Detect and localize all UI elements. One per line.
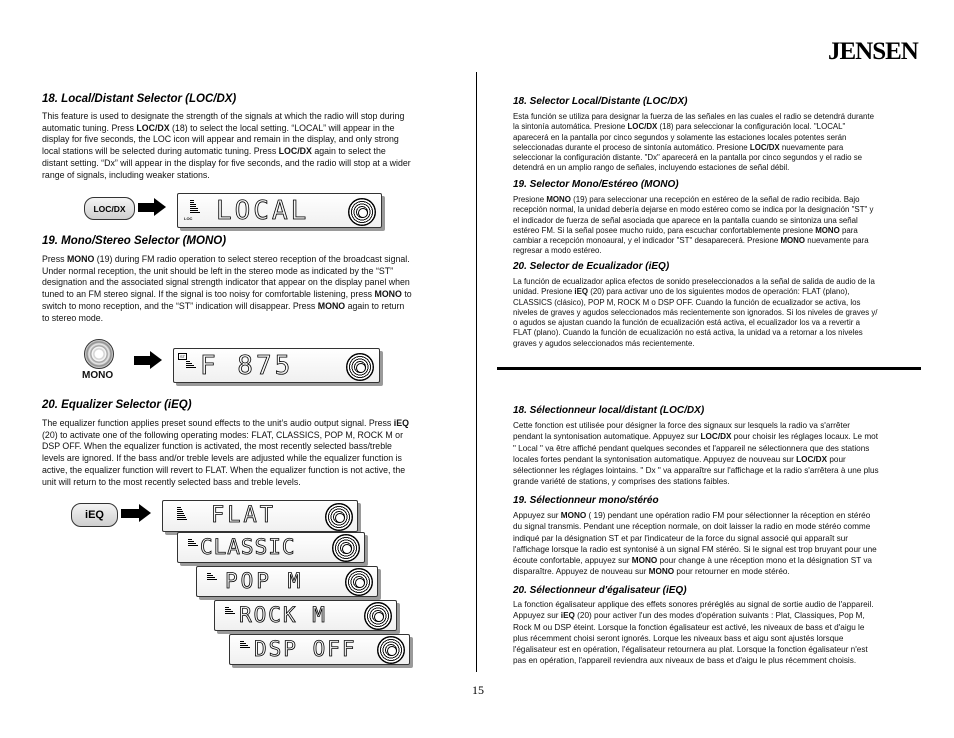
en-s18-paragraph: This feature is used to designate the strength of the signals at which the radio will stop during automatic tuning. Press LOC/DX (18) to select the local setting. “LOCAL” will appear in the display for five seconds, the LOC icon will appear and remain in the display, and only strong local stations will be selected during automatic tuning. Press LOC/DX again to select the distant setting. “Dx” will appear in the display for five seconds, and the radio will stop at a wider range of signals, including weaker stations.: [42, 111, 411, 180]
mono-knob-icon: [84, 339, 114, 369]
arrow-head-icon: [154, 198, 166, 216]
page-number: 15: [472, 683, 484, 697]
arrow-icon: [121, 509, 139, 518]
lcd-text: POP M: [225, 569, 304, 593]
fr-s18-paragraph: Cette fonction est utilisée pour désigner la force des signaux sur lesquels la radio va s'arrêter pendant la syntonisation automatique. Appuyez sur LOC/DX pour choisir les réglages locaux. Le mot " Local " va être affiché pendant quelques secondes et l'appareil ne sélectionnera que des stations locales fortes pendant la syntonisation automatique. Appuyez de nouveau sur LOC/DX pour sélectionner les réglages lointains. " Dx " va apparaître sur l'affichage et la radio s'arrêtera à une plus grande variété de stations, y comprises des stations faibles.: [513, 421, 879, 487]
lcd-text: DSP OFF: [254, 637, 357, 661]
ieq-button: iEQ: [71, 503, 118, 527]
lcd-eq-dspoff: [229, 634, 410, 665]
fr-s18-heading: 18. Sélectionneur local/distant (LOC/DX): [513, 405, 705, 416]
fr-s20-paragraph: La fonction égalisateur applique des effets sonores préréglés au signal de sortie audio de l'appareil. Appuyez sur iEQ (20) pour activer l'un des modes d'opération suivants : Plat, Classiques, Pop M, Rock M ou DSP éteint. Lorsque la fonction égalisateur est activé, les niveaux de bass et d'aigu le plus récemment choisi seront ignorés. Lorque les niveaux bass et aigu sont ajustés lorsque l'égalisateur est en opération, l'égalisateur retournera au plat. Lorsque la fonction égalisateur n'est pas en opération, l'appareil reviendra aux niveaux de bass et d'aigu le plus récemment choisis.: [513, 600, 874, 666]
fr-s19-paragraph: Appuyez sur MONO ( 19) pendant une opération radio FM pour sélectionner la réception en stéréo du signal transmis. Pendant une réception normale, on doit laisser la radio en mode stéréo comme indiqué par la désignation ST et par l'indicateur de la force du signal associé qui apparaît sur l'affichage lorsque la radio est syntonisé à un signal FM stéréo. Si le signal est trop bruyant pour une écoute confortable, appuyez sur MONO pour change à une réception mono et la désignation ST va disparaître. Appuyez de nouveau sur MONO pour retourner en mode stéréo.: [513, 511, 877, 577]
es-s20-paragraph: La función de ecualizador aplica efectos de sonido preseleccionados a la señal de salida de audio de la unidad. Presione iEQ (20) para activar uno de los siguientes modos de operación: FLAT (plano), CLASSICS (clásico), POP M, ROCK M o DSP OFF. Cuando la función de ecualizador se activa, los niveles de graves y agudos seleccionados más recientemente son ignorados. Si los niveles de graves y/ o agudos se ajustan cuando la función de ecualización está activa, el ecualizador los va a revertir a FLAT (plano). Cuando la función de ecualización no está activa, la unidad va a retornar a los niveles graves y agudos seleccionados más recientemente.: [513, 277, 878, 348]
lcd-text: CLASSIC: [200, 535, 296, 559]
lcd-eq-classics: [177, 532, 365, 563]
en-s19-heading: 19. Mono/Stereo Selector (MONO): [42, 235, 227, 247]
es-s19-paragraph: Presione MONO (19) para seleccionar una recepción en estéreo de la señal de radio recibida. Bajo recepción normal, la unidad debería dejarse en modo estéreo como se indica por la designación "ST" y el indicador de fuerza de señal asociada que aparece en la pantalla cuando se sintoniza una señal estéreo FM. Si la señal posee mucho ruido, para escuchar confortablemente presione MONO para cambiar a recepción monoaural, y el indicador "ST" desaparecerá. Presione MONO nuevamente para regresar a modo estéreo.: [513, 195, 874, 256]
disc-icon: [364, 602, 392, 630]
en-s20-heading: 20. Equalizer Selector (iEQ): [42, 399, 192, 411]
disc-icon: [377, 636, 405, 664]
es-s18-paragraph: Esta función se utiliza para designar la fuerza de las señales en las cuales el radio se detendrá durante la sintonía automática. Presione LOC/DX (18) para seleccionar la configuración local. "LOCAL" aparecerá en la pantalla por cinco segundos y solamente las estaciones locales potentes serán seleccionadas durante el proceso de sintonía automático. Presione LOC/DX nuevamente para seleccionar la configuración distante. "Dx" aparecerá en la pantalla por cinco segundos y el radio se detendrá en un amplio rango de señales, incluyendo estaciones de señal débil.: [513, 112, 875, 173]
arrow-icon: [134, 356, 150, 365]
section-divider: [497, 367, 921, 370]
fr-s20-heading: 20. Sélectionneur d'égalisateur (iEQ): [513, 585, 687, 596]
lcd-text: ROCK M: [239, 603, 327, 627]
disc-icon: [332, 534, 360, 562]
lcd-display-local: [177, 193, 382, 228]
arrow-head-icon: [150, 351, 162, 369]
disc-icon: [325, 503, 353, 531]
arrow-icon: [138, 203, 154, 212]
signal-bars-icon: [190, 200, 200, 214]
disc-icon: [348, 198, 376, 226]
lcd-text: FLAT: [211, 503, 276, 528]
loc-icon: LOC: [184, 216, 193, 221]
es-s20-heading: 20. Selector de Ecualizador (iEQ): [513, 261, 670, 272]
signal-bars-icon: [186, 361, 196, 369]
es-s18-heading: 18. Selector Local/Distante (LOC/DX): [513, 96, 688, 107]
en-s20-paragraph: The equalizer function applies preset sound effects to the unit’s audio output signal. Press iEQ (20) to activate one of the following operating modes: FLAT, CLASSICS, POP M, ROCK M or DSP OFF. When the equalizer function is activated, the most recently selected bass/treble levels are ignored. If the bass and/or treble levels are adjusted while the equalizer function is active, the equalizer function will revert to FLAT. When the equalizer function is not active, the unit will return to the most recently selected bass and treble levels.: [42, 418, 409, 487]
lcd-eq-pop: [196, 566, 378, 597]
lcd-eq-flat: [162, 500, 358, 532]
mono-label: MONO: [82, 370, 114, 381]
disc-icon: [345, 568, 373, 596]
es-s19-heading: 19. Selector Mono/Estéreo (MONO): [513, 179, 679, 190]
locdx-button: LOC/DX: [84, 197, 135, 220]
brand-logo: JENSEN: [828, 38, 918, 65]
fr-s19-heading: 19. Sélectionneur mono/stéréo: [513, 495, 659, 506]
disc-icon: [346, 353, 374, 381]
lcd-text: F 875: [200, 351, 294, 381]
arrow-head-icon: [139, 504, 151, 522]
st-icon: ST: [180, 354, 186, 359]
lcd-eq-rock: [214, 600, 397, 631]
en-s18-heading: 18. Local/Distant Selector (LOC/DX): [42, 93, 237, 105]
lcd-display-mono: [173, 348, 380, 383]
lcd-text: LOCAL: [216, 196, 310, 226]
column-divider: [476, 72, 477, 672]
en-s19-paragraph: Press MONO (19) during FM radio operation to select stereo reception of the broadcast signal. Under normal reception, the unit should be left in the stereo mode as indicated by the “ST” designation and the associated signal strength indicator that appear on the display panel when tuned to an FM stereo signal. If the signal is too noisy for comfortable listening, press MONO to switch to mono reception, and the “ST” indication will disappear. Press MONO again to return to stereo mode.: [42, 254, 412, 323]
